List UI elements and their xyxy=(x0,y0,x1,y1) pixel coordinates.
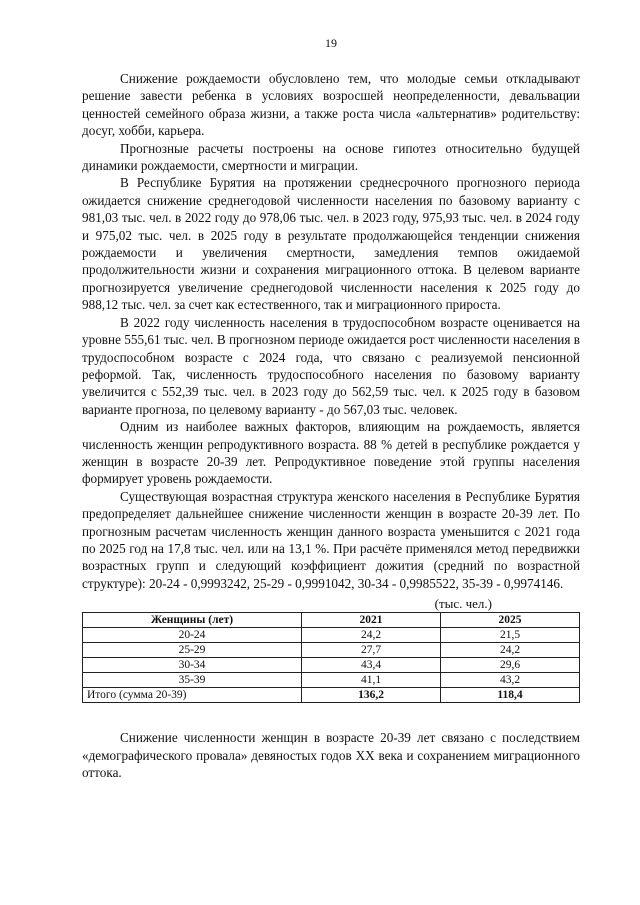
cell-age: 20-24 xyxy=(83,628,302,643)
table-row xyxy=(83,643,580,658)
cell-2025: 24,2 xyxy=(441,643,580,658)
paragraph-demographic-dip: Снижение численности женщин в возрасте 20-39 лет связано с последствием «демографического провала» девяностых годов XX века и сохранением миграционного оттока. xyxy=(82,730,580,780)
table-total-row xyxy=(83,688,580,703)
table-unit-label: (тыс. чел.) xyxy=(434,596,492,612)
table-row xyxy=(83,628,580,643)
header-age: Женщины (лет) xyxy=(83,613,302,628)
table-row xyxy=(83,658,580,673)
paragraph-age-structure: Существующая возрастная структура женского населения в Республике Бурятия предопределяет дальнейшее снижение численности женщин в возрасте 20-39 лет. По прогнозным расчетам численность женщин данного возраста уменьшится с 2021 года по 2025 год на 17,8 тыс. чел. или на 13,1 %. При расчёте применялся метод передвижки возрастных групп и следующий коэффициент дожития (средний по возрастной структуре): 20-24 - 0,9993242, 25-29 - 0,9991042, 30-34 - 0,9985522, 35-39 - 0,9974146. xyxy=(82,488,580,591)
women-age-table xyxy=(82,612,580,703)
cell-age: 30-34 xyxy=(83,658,302,673)
paragraph-population-forecast: В Республике Бурятия на протяжении среднесрочного прогнозного периода ожидается снижение среднегодовой численности населения по базовому варианту с 981,03 тыс. чел. в 2022 году до 978,06 тыс. чел. в 2023 году, 975,93 тыс. чел. в 2024 году и 975,02 тыс. чел. в 2025 году в результате продолжающейся тенденции снижения рождаемости и увеличения смертности, замедления темпов ожидаемой продолжительности жизни и сохранения миграционного оттока. В целевом варианте прогнозируется увеличение среднегодовой численности населения к 2025 году до 988,12 тыс. чел. за счет как естественного, так и миграционного прироста. xyxy=(82,175,580,313)
header-2021: 2021 xyxy=(302,613,441,628)
cell-2025: 43,2 xyxy=(441,673,580,688)
cell-2021: 43,4 xyxy=(302,658,441,673)
paragraph-reproductive-women: Одним из наиболее важных факторов, влияющим на рождаемость, является численность женщин репродуктивного возраста. 88 % детей в республике рождается у женщин в возрасте 20-39 лет. Репродуктивное поведение этой группы населения формирует уровень рождаемости. xyxy=(82,419,580,487)
paragraph-working-age: В 2022 году численность населения в трудоспособном возрасте оценивается на уровне 555,61 тыс. чел. В прогнозном периоде ожидается рост численности населения в трудоспособном возрасте с 2024 года, что связано с реализуемой пенсионной реформой. Так, численность трудоспособного населения по базовому варианту увеличится с 552,39 тыс. чел. в 2023 году до 562,59 тыс. чел. к 2025 году в базовом варианте прогноза, по целевому варианту - до 567,03 тыс. человек. xyxy=(82,314,580,417)
cell-2021: 41,1 xyxy=(302,673,441,688)
cell-2025: 29,6 xyxy=(441,658,580,673)
total-2025: 118,4 xyxy=(441,688,580,703)
cell-2025: 21,5 xyxy=(441,628,580,643)
cell-2021: 24,2 xyxy=(302,628,441,643)
table-header-row xyxy=(83,613,580,628)
total-2021: 136,2 xyxy=(302,688,441,703)
cell-age: 25-29 xyxy=(83,643,302,658)
cell-2021: 27,7 xyxy=(302,643,441,658)
total-label: Итого (сумма 20-39) xyxy=(83,688,302,703)
table-row xyxy=(83,673,580,688)
header-2025: 2025 xyxy=(441,613,580,628)
paragraph-birth-decline: Снижение рождаемости обусловлено тем, что молодые семьи откладывают решение завести ребенка в условиях возросшей неопределенности, девальвации ценностей семейного образа жизни, а также роста числа «альтернатив» родительству: досуг, хобби, карьера. xyxy=(82,71,580,139)
document-page xyxy=(82,36,580,781)
cell-age: 35-39 xyxy=(83,673,302,688)
paragraph-forecast-basis: Прогнозные расчеты построены на основе гипотез относительно будущей динамики рождаемости, смертности и миграции. xyxy=(82,140,580,174)
page-number: 19 xyxy=(325,36,337,50)
